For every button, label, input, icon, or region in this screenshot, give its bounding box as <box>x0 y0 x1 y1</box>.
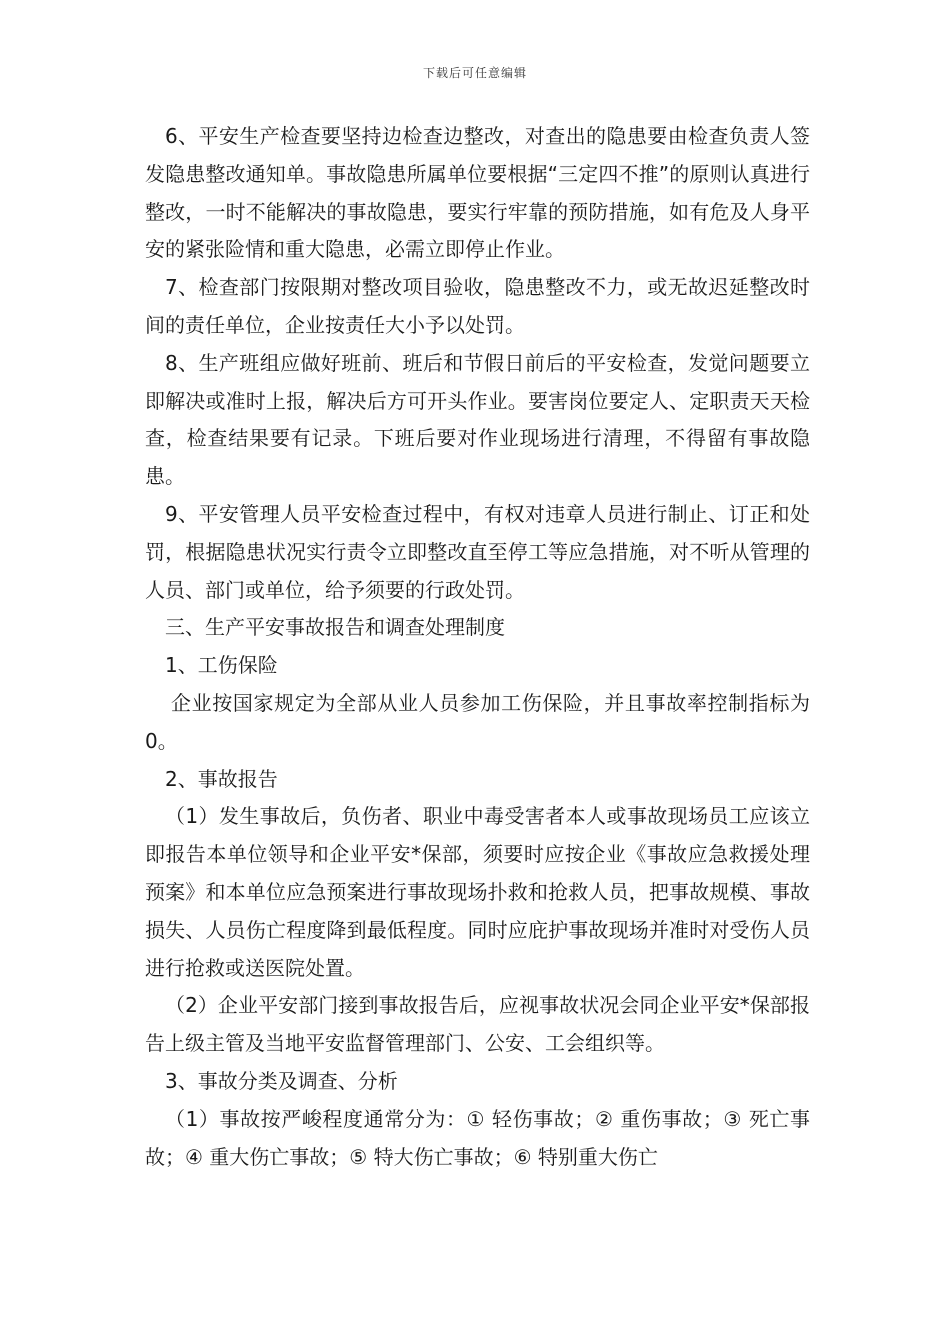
subheading-work-injury-insurance: 1、工伤保险 <box>165 653 278 678</box>
page-header-note: 下载后可任意编辑 <box>422 66 527 80</box>
paragraph-item-9: 9、平安管理人员平安检查过程中，有权对违章人员进行制止、订正和处罚，根据隐患状况实行责令立即整改直至停工等应急措施，对不听从管理的人员、部门或单位，给予须要的行政处罚。 <box>145 501 810 602</box>
section-heading-3: 三、生产平安事故报告和调查处理制度 <box>165 615 505 640</box>
subheading-accident-report: 2、事故报告 <box>165 766 278 791</box>
subheading-accident-classification: 3、事故分类及调查、分析 <box>165 1068 398 1093</box>
paragraph-insurance: 企业按国家规定为全部从业人员参加工伤保险，并且事故率控制指标为0。 <box>145 690 810 753</box>
paragraph-classification-1: （1）事故按严峻程度通常分为：① 轻伤事故；② 重伤事故；③ 死亡事故；④ 重大伤亡事故；⑤ 特大伤亡事故；⑥ 特别重大伤亡 <box>145 1106 810 1169</box>
paragraph-item-8: 8、生产班组应做好班前、班后和节假日前后的平安检查，发觉问题要立即解决或准时上报，解决后方可开头作业。要害岗位要定人、定职责天天检查，检查结果要有记录。下班后要对作业现场进行清理，不得留有事故隐患。 <box>145 350 810 489</box>
paragraph-item-7: 7、检查部门按限期对整改项目验收，隐患整改不力，或无故迟延整改时间的责任单位，企业按责任大小予以处罚。 <box>145 275 810 337</box>
paragraph-item-6: 6、平安生产检查要坚持边检查边整改，对查出的隐患要由检查负责人签发隐患整改通知单。事故隐患所属单位要根据“三定四不推”的原则认真进行整改，一时不能解决的事故隐患，要实行牢靠的预防措施，如有危及人身平安的紧张险情和重大隐患，必需立即停止作业。 <box>145 124 810 262</box>
document-body <box>145 118 810 1176</box>
paragraph-report-1: （1）发生事故后，负伤者、职业中毒受害者本人或事故现场员工应该立即报告本单位领导和企业平安*保部，须要时应按企业《事故应急救援处理预案》和本单位应急预案进行事故现场扑救和抢救人员，把事故规模、事故损失、人员伤亡程度降到最低程度。同时应庇护事故现场并准时对受伤人员进行抢救或送医院处置。 <box>145 804 810 980</box>
paragraph-report-2: （2）企业平安部门接到事故报告后，应视事故状况会同企业平安*保部报告上级主管及当地平安监督管理部门、公安、工会组织等。 <box>145 993 810 1056</box>
